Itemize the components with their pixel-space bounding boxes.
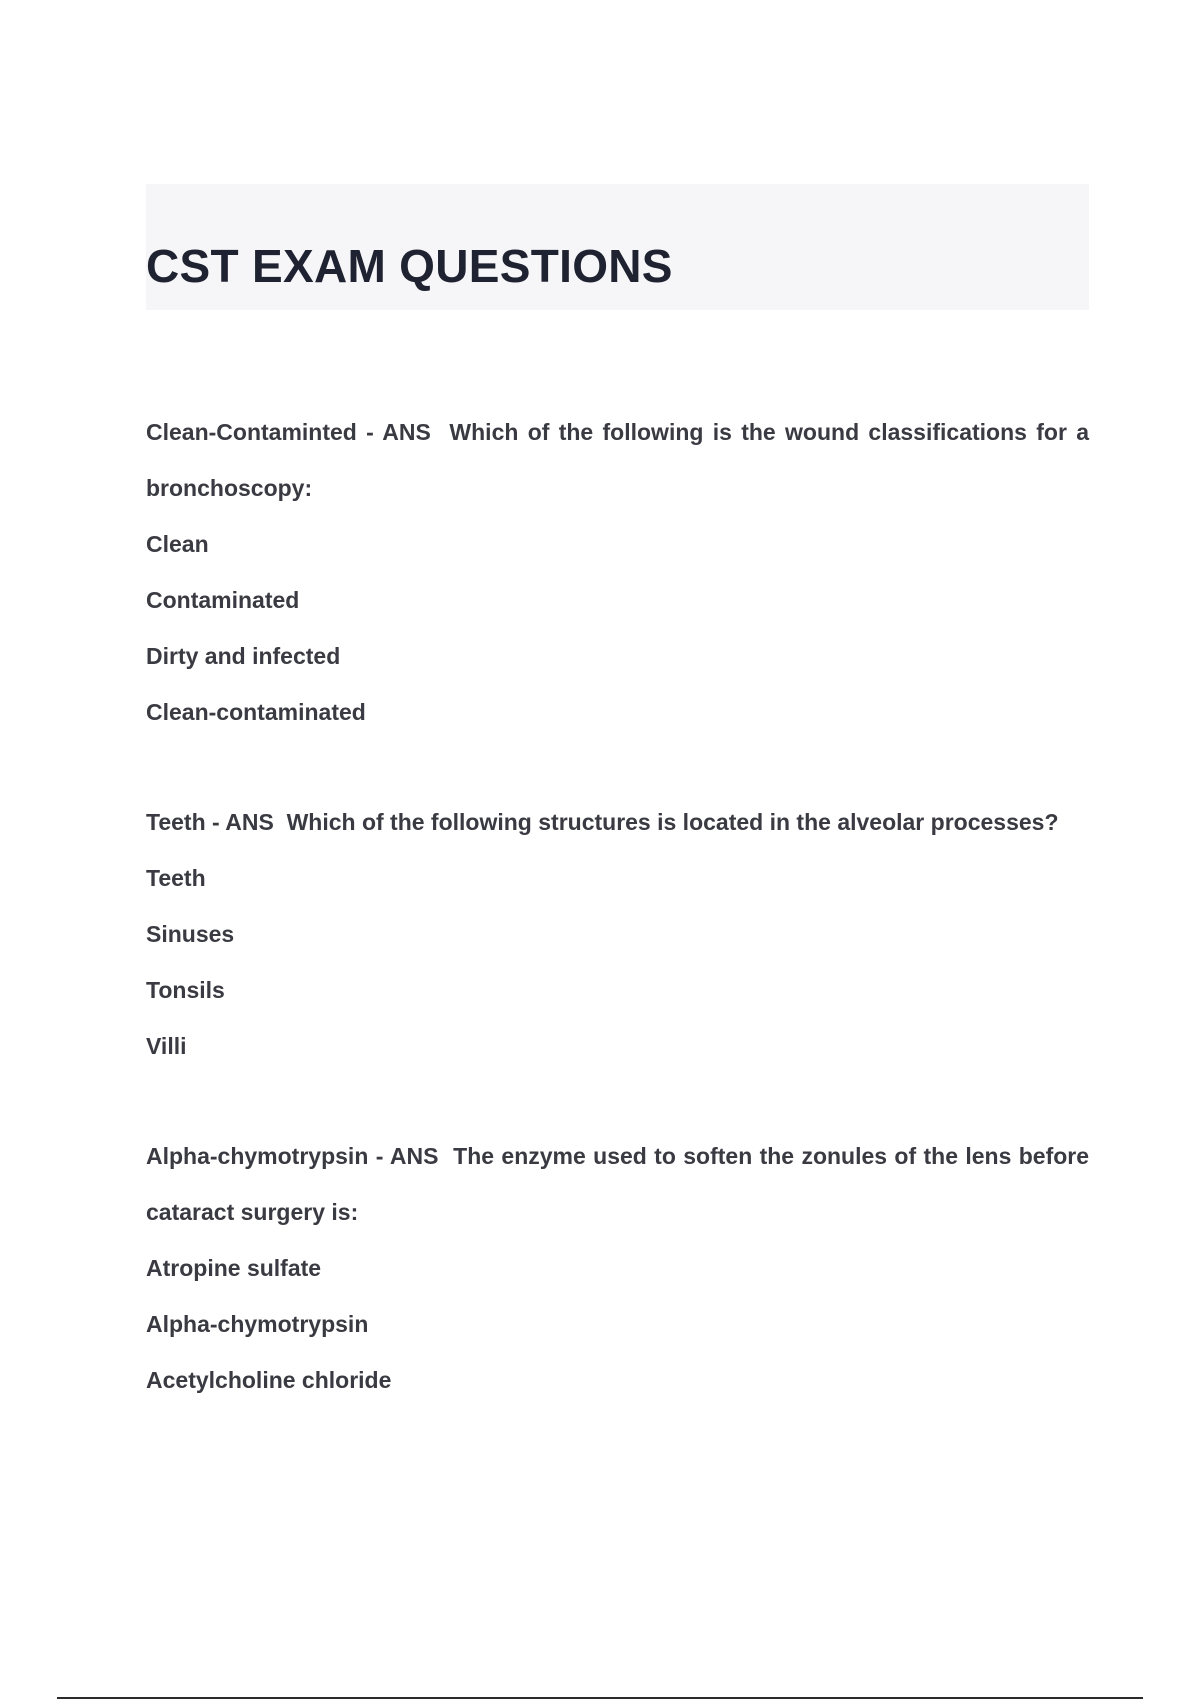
answer-key: Clean-Contaminted - ANS bbox=[146, 419, 431, 445]
question-prompt: Which of the following is the wound classifications for a bronchoscopy: bbox=[146, 419, 1089, 501]
question-prompt: Which of the following structures is located in the alveolar processes? bbox=[286, 809, 1059, 835]
option-item: Dirty and infected bbox=[146, 643, 341, 669]
option-item: Contaminated bbox=[146, 587, 300, 613]
question-prompt: The enzyme used to soften the zonules of the lens before cataract surgery is: bbox=[146, 1143, 1090, 1225]
question-text bbox=[146, 1128, 1089, 1240]
option-item: Atropine sulfate bbox=[146, 1255, 322, 1281]
option-item: Acetylcholine chloride bbox=[146, 1367, 392, 1393]
option-item: Clean-contaminated bbox=[146, 699, 366, 725]
answer-key: Teeth - ANS bbox=[146, 809, 274, 835]
question-text bbox=[146, 794, 1089, 850]
question-block-3 bbox=[146, 1128, 1089, 1408]
document-title: CST EXAM QUESTIONS bbox=[146, 240, 673, 292]
question-block-1 bbox=[146, 404, 1089, 740]
option-item: Sinuses bbox=[146, 921, 235, 947]
footer-divider bbox=[57, 1697, 1143, 1699]
answer-key: Alpha-chymotrypsin - ANS bbox=[146, 1143, 439, 1169]
option-item: Alpha-chymotrypsin bbox=[146, 1311, 369, 1337]
option-item: Clean bbox=[146, 531, 209, 557]
questions-list bbox=[146, 404, 1089, 1462]
option-item: Villi bbox=[146, 1033, 187, 1059]
option-item: Teeth bbox=[146, 865, 206, 891]
question-text bbox=[146, 404, 1089, 516]
option-item: Tonsils bbox=[146, 977, 225, 1003]
question-block-2 bbox=[146, 794, 1089, 1074]
